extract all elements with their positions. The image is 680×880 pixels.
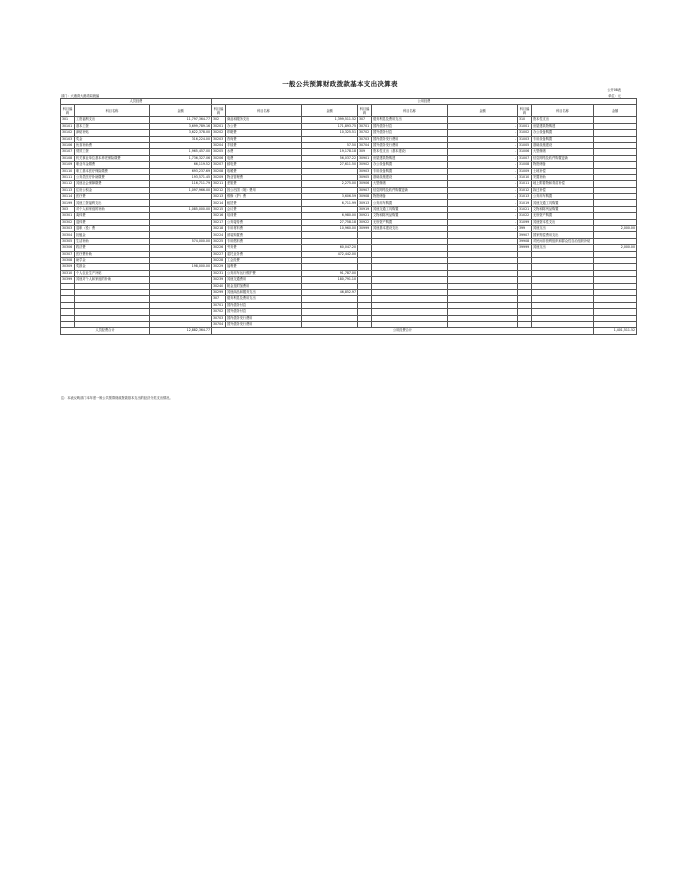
cell-code: 30906: [358, 181, 372, 187]
cell-amount: 6,980.00: [302, 213, 358, 219]
table-body: [61, 117, 637, 328]
cell-code: 307: [358, 117, 372, 123]
cell-amount: 2,000.00: [594, 245, 637, 251]
cell-name: 培训费: [226, 213, 302, 219]
cell-name: 基础设施建设: [532, 142, 594, 148]
cell-code: 30202: [212, 130, 226, 136]
cell-code: 30303: [61, 226, 75, 232]
cell-amount: -: [448, 168, 518, 174]
cell-name: 公务用车购置: [372, 200, 448, 206]
personnel-total-amount: 12,882,364.77: [150, 328, 212, 334]
cell-code: 30306: [61, 245, 75, 251]
cell-code: 30907: [358, 187, 372, 193]
cell-name: 国内债务付息: [226, 302, 302, 308]
cell-name: 机关事业单位基本养老保险缴费: [75, 155, 150, 161]
department-label: 部门：大港湾大港湾局统编: [61, 94, 100, 98]
cell-code: 30999: [358, 226, 372, 232]
cell-code: 30308: [61, 257, 75, 263]
cell-code: 30913: [358, 200, 372, 206]
cell-code: 31007: [518, 155, 532, 161]
cell-name: 抚恤金: [75, 232, 150, 238]
cell-code: 30211: [212, 181, 226, 187]
cell-code: 30704: [212, 321, 226, 327]
cell-code: 31021: [518, 206, 532, 212]
cell-amount: 180,791.10: [302, 277, 358, 283]
cell-code: 30240: [212, 283, 226, 289]
cell-name: 伙食补助费: [75, 142, 150, 148]
cell-name: 福利费: [226, 264, 302, 270]
personnel-total-label: 人员经费合计: [61, 328, 150, 334]
cell-name: 资本性支出（基本建设）: [372, 149, 448, 155]
cell-code: 30224: [212, 232, 226, 238]
cell-code: 39907: [518, 232, 532, 238]
cell-name: 公务员医疗补助缴费: [75, 174, 150, 180]
cell-code: 30201: [212, 123, 226, 129]
cell-amount: 2,000.00: [594, 226, 637, 232]
cell-name: 办公费: [226, 123, 302, 129]
cell-name: 国内债务付息: [372, 123, 448, 129]
cell-name: 对民间非营利组织和群众性自治组织补贴: [532, 238, 594, 244]
cell-name: 公务用车购置: [532, 194, 594, 200]
cell-code: 39908: [518, 238, 532, 244]
cell-amount: 1,399,511.52: [302, 117, 358, 123]
footnote: 注：本表反映部门本年度一般公共预算财政拨款基本支出的经济分类支出情况。: [61, 396, 173, 400]
cell-name: 国家赔偿费用支出: [532, 232, 594, 238]
cell-code: 30113: [61, 187, 75, 193]
cell-name: 房屋建筑物购建: [372, 155, 448, 161]
cell-code: 31013: [518, 194, 532, 200]
cell-name: 生活补助: [75, 238, 150, 244]
cell-name: 拆迁补偿: [532, 187, 594, 193]
cell-amount: 10,325.51: [302, 130, 358, 136]
cell-name: 房屋建筑物购建: [532, 123, 594, 129]
cell-name: 水费: [226, 149, 302, 155]
cell-name: 劳务费: [226, 245, 302, 251]
cell-code: 399: [518, 226, 532, 232]
cell-name: 资本性支出: [532, 117, 594, 123]
cell-name: 取暖费: [226, 168, 302, 174]
cell-code: 30703: [358, 136, 372, 142]
cell-code: 30110: [61, 168, 75, 174]
cell-name: 其他对个人和家庭的补助: [75, 277, 150, 283]
cell-code: 30701: [212, 302, 226, 308]
cell-amount: -: [448, 174, 518, 180]
cell-code: 31009: [518, 168, 532, 174]
cell-name: 奖励金: [75, 264, 150, 270]
cell-code: 309: [358, 149, 372, 155]
cell-amount: -: [448, 200, 518, 206]
cell-name: 大型修缮: [372, 181, 448, 187]
cell-name: 租赁费: [226, 200, 302, 206]
cell-name: 国外债务发行费用: [372, 142, 448, 148]
cell-code: 39999: [518, 245, 532, 251]
cell-code: 30203: [212, 136, 226, 142]
cell-code: 31003: [518, 136, 532, 142]
col-code: 科目编码: [358, 105, 372, 117]
cell-code: 31099: [518, 219, 532, 225]
cell-name: 物资储备: [372, 194, 448, 200]
cell-code: 30101: [61, 123, 75, 129]
cell-amount: -: [448, 130, 518, 136]
cell-code: 30901: [358, 155, 372, 161]
header-row-columns: [61, 105, 637, 117]
cell-code: 30702: [212, 309, 226, 315]
col-name: 科目名称: [372, 105, 448, 117]
cell-code: 31005: [518, 142, 532, 148]
page-title: 一般公共预算财政拨款基本支出决算表: [282, 80, 398, 88]
form-code: 公开08表: [607, 88, 621, 92]
cell-name: 手续费: [226, 142, 302, 148]
cell-amount: -: [448, 181, 518, 187]
cell-name: 其他支出: [532, 245, 594, 251]
cell-code: 30111: [61, 174, 75, 180]
col-amount: 金额: [594, 105, 637, 117]
totals-row: [61, 328, 637, 334]
cell-amount: 171,893.75: [302, 123, 358, 129]
cell-code: 31022: [518, 213, 532, 219]
cell-code: 310: [518, 117, 532, 123]
cell-amount: 91,787.00: [302, 270, 358, 276]
cell-code: 30919: [358, 206, 372, 212]
cell-code: 30209: [212, 174, 226, 180]
expenditure-table: [60, 98, 637, 335]
cell-code: 30309: [61, 264, 75, 270]
cell-code: 30703: [212, 315, 226, 321]
cell-code: 30214: [212, 200, 226, 206]
cell-code: 30114: [61, 194, 75, 200]
cell-name: 其他社会保障缴费: [75, 181, 150, 187]
cell-code: 30207: [212, 162, 226, 168]
cell-amount: 1,085,000.00: [150, 206, 212, 212]
cell-amount: 3,699,789.16: [150, 123, 212, 129]
cell-amount: -: [448, 155, 518, 161]
cell-amount: 116,711.79: [150, 181, 212, 187]
cell-amount: -: [448, 213, 518, 219]
cell-code: 30302: [61, 219, 75, 225]
cell-code: 30299: [212, 289, 226, 295]
cell-name: 医疗费补助: [75, 251, 150, 257]
public-total-amount: 1,401,511.52: [594, 328, 637, 334]
cell-code: 30231: [212, 270, 226, 276]
cell-name: 基础设施建设: [372, 174, 448, 180]
cell-name: 商品和服务支出: [226, 117, 302, 123]
cell-name: 其他交通工具购置: [372, 206, 448, 212]
cell-code: 30229: [212, 264, 226, 270]
cell-name: 基本工资: [75, 123, 150, 129]
cell-amount: -: [448, 206, 518, 212]
col-amount: 金额: [448, 105, 518, 117]
cell-name: 公务用车运行维护费: [226, 270, 302, 276]
cell-code: 30702: [358, 130, 372, 136]
cell-name: 离休费: [75, 213, 150, 219]
cell-amount: 46,852.97: [302, 289, 358, 295]
cell-code: 307: [212, 296, 226, 302]
cell-name: 物资储备: [532, 162, 594, 168]
cell-name: 物业管理费: [226, 174, 302, 180]
cell-name: 其他交通工具购置: [532, 200, 594, 206]
cell-name: 信息网络及软件购置更新: [372, 187, 448, 193]
cell-code: 30704: [358, 142, 372, 148]
cell-code: 30225: [212, 238, 226, 244]
cell-name: 维修（护）费: [226, 194, 302, 200]
cell-code: 30199: [61, 200, 75, 206]
cell-code: 30905: [358, 174, 372, 180]
cell-name: 文物和陈列品购置: [372, 213, 448, 219]
cell-name: 因公出国（境）费用: [226, 187, 302, 193]
cell-name: 信息网络及软件购置更新: [532, 155, 594, 161]
cell-amount: 19,178.18: [302, 149, 358, 155]
cell-name: 国内债务发行费用: [226, 315, 302, 321]
cell-amount: -: [448, 136, 518, 142]
cell-amount: -: [448, 219, 518, 225]
cell-name: 其他工资福利支出: [75, 200, 150, 206]
col-code: 科目编码: [61, 105, 75, 117]
cell-name: 税金及附加费用: [226, 283, 302, 289]
cell-name: 个人农业生产补贴: [75, 270, 150, 276]
cell-amount: 574,000.00: [150, 238, 212, 244]
col-amount: 金额: [302, 105, 358, 117]
cell-code: 30112: [61, 181, 75, 187]
cell-name: 委托业务费: [226, 251, 302, 257]
cell-name: 其他支出: [532, 226, 594, 232]
cell-name: 津贴补贴: [75, 130, 150, 136]
cell-code: 30226: [212, 245, 226, 251]
cell-code: 31019: [518, 200, 532, 206]
cell-name: 会议费: [226, 206, 302, 212]
cell-name: 住房公积金: [75, 187, 150, 193]
cell-amount: 6,711.99: [302, 200, 358, 206]
cell-name: 专用设备购置: [372, 168, 448, 174]
cell-code: 30107: [61, 149, 75, 155]
col-code: 科目编码: [518, 105, 532, 117]
cell-code: 30103: [61, 136, 75, 142]
cell-code: 30922: [358, 219, 372, 225]
cell-code: 30227: [212, 251, 226, 257]
cell-amount: 56,037.22: [302, 155, 358, 161]
cell-code: 30213: [212, 194, 226, 200]
cell-amount: -: [448, 162, 518, 168]
cell-name: 国内债务发行费用: [372, 136, 448, 142]
cell-name: 专用材料费: [226, 226, 302, 232]
cell-amount: 693,237.69: [150, 168, 212, 174]
cell-name: 土地补偿: [532, 168, 594, 174]
cell-amount: 472,442.00: [302, 251, 358, 257]
col-name: 科目名称: [532, 105, 594, 117]
cell-code: 302: [212, 117, 226, 123]
cell-name: 医疗费: [75, 194, 150, 200]
cell-amount: 66,119.52: [150, 162, 212, 168]
cell-code: 31012: [518, 187, 532, 193]
cell-name: 救济费: [75, 245, 150, 251]
cell-code: 31008: [518, 162, 532, 168]
cell-code: 30206: [212, 155, 226, 161]
cell-code: 30304: [61, 232, 75, 238]
cell-code: 30921: [358, 213, 372, 219]
cell-amount: -: [448, 187, 518, 193]
cell-amount: 316,224.00: [150, 136, 212, 142]
cell-amount: 3,622,378.00: [150, 130, 212, 136]
cell-name: 其他资本性支出: [532, 219, 594, 225]
personnel-header: 人员经费: [61, 99, 212, 105]
cell-code: 30239: [212, 277, 226, 283]
cell-name: 国外债务付息: [372, 130, 448, 136]
cell-name: 文物和陈列品购置: [532, 206, 594, 212]
cell-amount: 57.50: [302, 142, 358, 148]
cell-code: 30217: [212, 219, 226, 225]
cell-name: 债务利息及费用支出: [372, 117, 448, 123]
cell-amount: 193,571.45: [150, 174, 212, 180]
cell-name: 无形资产购置: [532, 213, 594, 219]
cell-code: 31010: [518, 174, 532, 180]
cell-name: 办公设备购置: [532, 130, 594, 136]
cell-code: 30310: [61, 270, 75, 276]
cell-name: 电费: [226, 155, 302, 161]
cell-name: 职工基本医疗保险缴费: [75, 168, 150, 174]
cell-name: 其他商品和服务支出: [226, 289, 302, 295]
cell-amount: -: [448, 142, 518, 148]
cell-code: 31002: [518, 130, 532, 136]
cell-amount: -: [448, 194, 518, 200]
public-header: 公用经费: [212, 99, 637, 105]
cell-code: 30212: [212, 187, 226, 193]
cell-code: 301: [61, 117, 75, 123]
cell-name: 印刷费: [226, 130, 302, 136]
cell-code: 30307: [61, 251, 75, 257]
cell-code: 30204: [212, 142, 226, 148]
cell-amount: 27,611.50: [302, 162, 358, 168]
cell-code: 30205: [212, 149, 226, 155]
cell-name: 国外债务发行费用: [226, 321, 302, 327]
col-code: 科目编码: [212, 105, 226, 117]
cell-name: 职业年金缴费: [75, 162, 150, 168]
cell-name: 其他基本建设支出: [372, 226, 448, 232]
cell-code: 30216: [212, 213, 226, 219]
cell-amount: 198,000.00: [150, 264, 212, 270]
unit-label: 单位：元: [608, 94, 621, 98]
cell-amount: 1,736,327.06: [150, 155, 212, 161]
cell-code: 30903: [358, 168, 372, 174]
cell-name: 国外债务付息: [226, 309, 302, 315]
cell-amount: 60,047.20: [302, 245, 358, 251]
col-name: 科目名称: [226, 105, 302, 117]
cell-code: 30908: [358, 194, 372, 200]
cell-code: 30305: [61, 238, 75, 244]
cell-name: 专用设备购置: [532, 136, 594, 142]
cell-name: 绩效工资: [75, 149, 150, 155]
public-total-label: 公用经费合计: [212, 328, 594, 334]
cell-name: 大型修缮: [532, 149, 594, 155]
cell-code: 30102: [61, 130, 75, 136]
cell-name: 安置补助: [532, 174, 594, 180]
cell-name: 办公设备购置: [372, 162, 448, 168]
cell-amount: -: [448, 149, 518, 155]
cell-name: 退职（役）费: [75, 226, 150, 232]
cell-name: 对个人和家庭的补助: [75, 206, 150, 212]
cell-name: 奖金: [75, 136, 150, 142]
cell-name: 债务利息及费用支出: [226, 296, 302, 302]
col-name: 科目名称: [75, 105, 150, 117]
cell-name: 地上附着物和青苗补偿: [532, 181, 594, 187]
cell-code: 31001: [518, 123, 532, 129]
cell-code: 30301: [61, 213, 75, 219]
cell-amount: 2,275.00: [302, 181, 358, 187]
col-amount: 金额: [150, 105, 212, 117]
cell-name: 工会经费: [226, 257, 302, 263]
cell-name: 无形资产购置: [372, 219, 448, 225]
cell-name: 助学金: [75, 257, 150, 263]
cell-name: 公务接待费: [226, 219, 302, 225]
cell-code: 30228: [212, 257, 226, 263]
cell-amount: 10,960.00: [302, 226, 358, 232]
cell-name: 邮电费: [226, 162, 302, 168]
cell-name: 工资福利支出: [75, 117, 150, 123]
cell-code: 30108: [61, 155, 75, 161]
cell-name: 差旅费: [226, 181, 302, 187]
cell-amount: 3,606.59: [302, 194, 358, 200]
cell-code: 30701: [358, 123, 372, 129]
cell-name: 咨询费: [226, 136, 302, 142]
cell-amount: 1,097,966.00: [150, 187, 212, 193]
cell-name: 专用燃料费: [226, 238, 302, 244]
cell-amount: -: [448, 226, 518, 232]
cell-code: 30902: [358, 162, 372, 168]
cell-name: 退休费: [75, 219, 150, 225]
cell-code: 31006: [518, 149, 532, 155]
cell-code: 30109: [61, 162, 75, 168]
cell-code: 31011: [518, 181, 532, 187]
cell-code: 30218: [212, 226, 226, 232]
cell-code: 30208: [212, 168, 226, 174]
cell-amount: 27,758.18: [302, 219, 358, 225]
cell-amount: 1,965,457.00: [150, 149, 212, 155]
cell-code: 30399: [61, 277, 75, 283]
cell-code: 30106: [61, 142, 75, 148]
cell-amount: 11,797,364.77: [150, 117, 212, 123]
cell-amount: -: [448, 123, 518, 129]
cell-code: 303: [61, 206, 75, 212]
cell-name: 其他交通费用: [226, 277, 302, 283]
cell-name: 被装购置费: [226, 232, 302, 238]
cell-code: 30215: [212, 206, 226, 212]
